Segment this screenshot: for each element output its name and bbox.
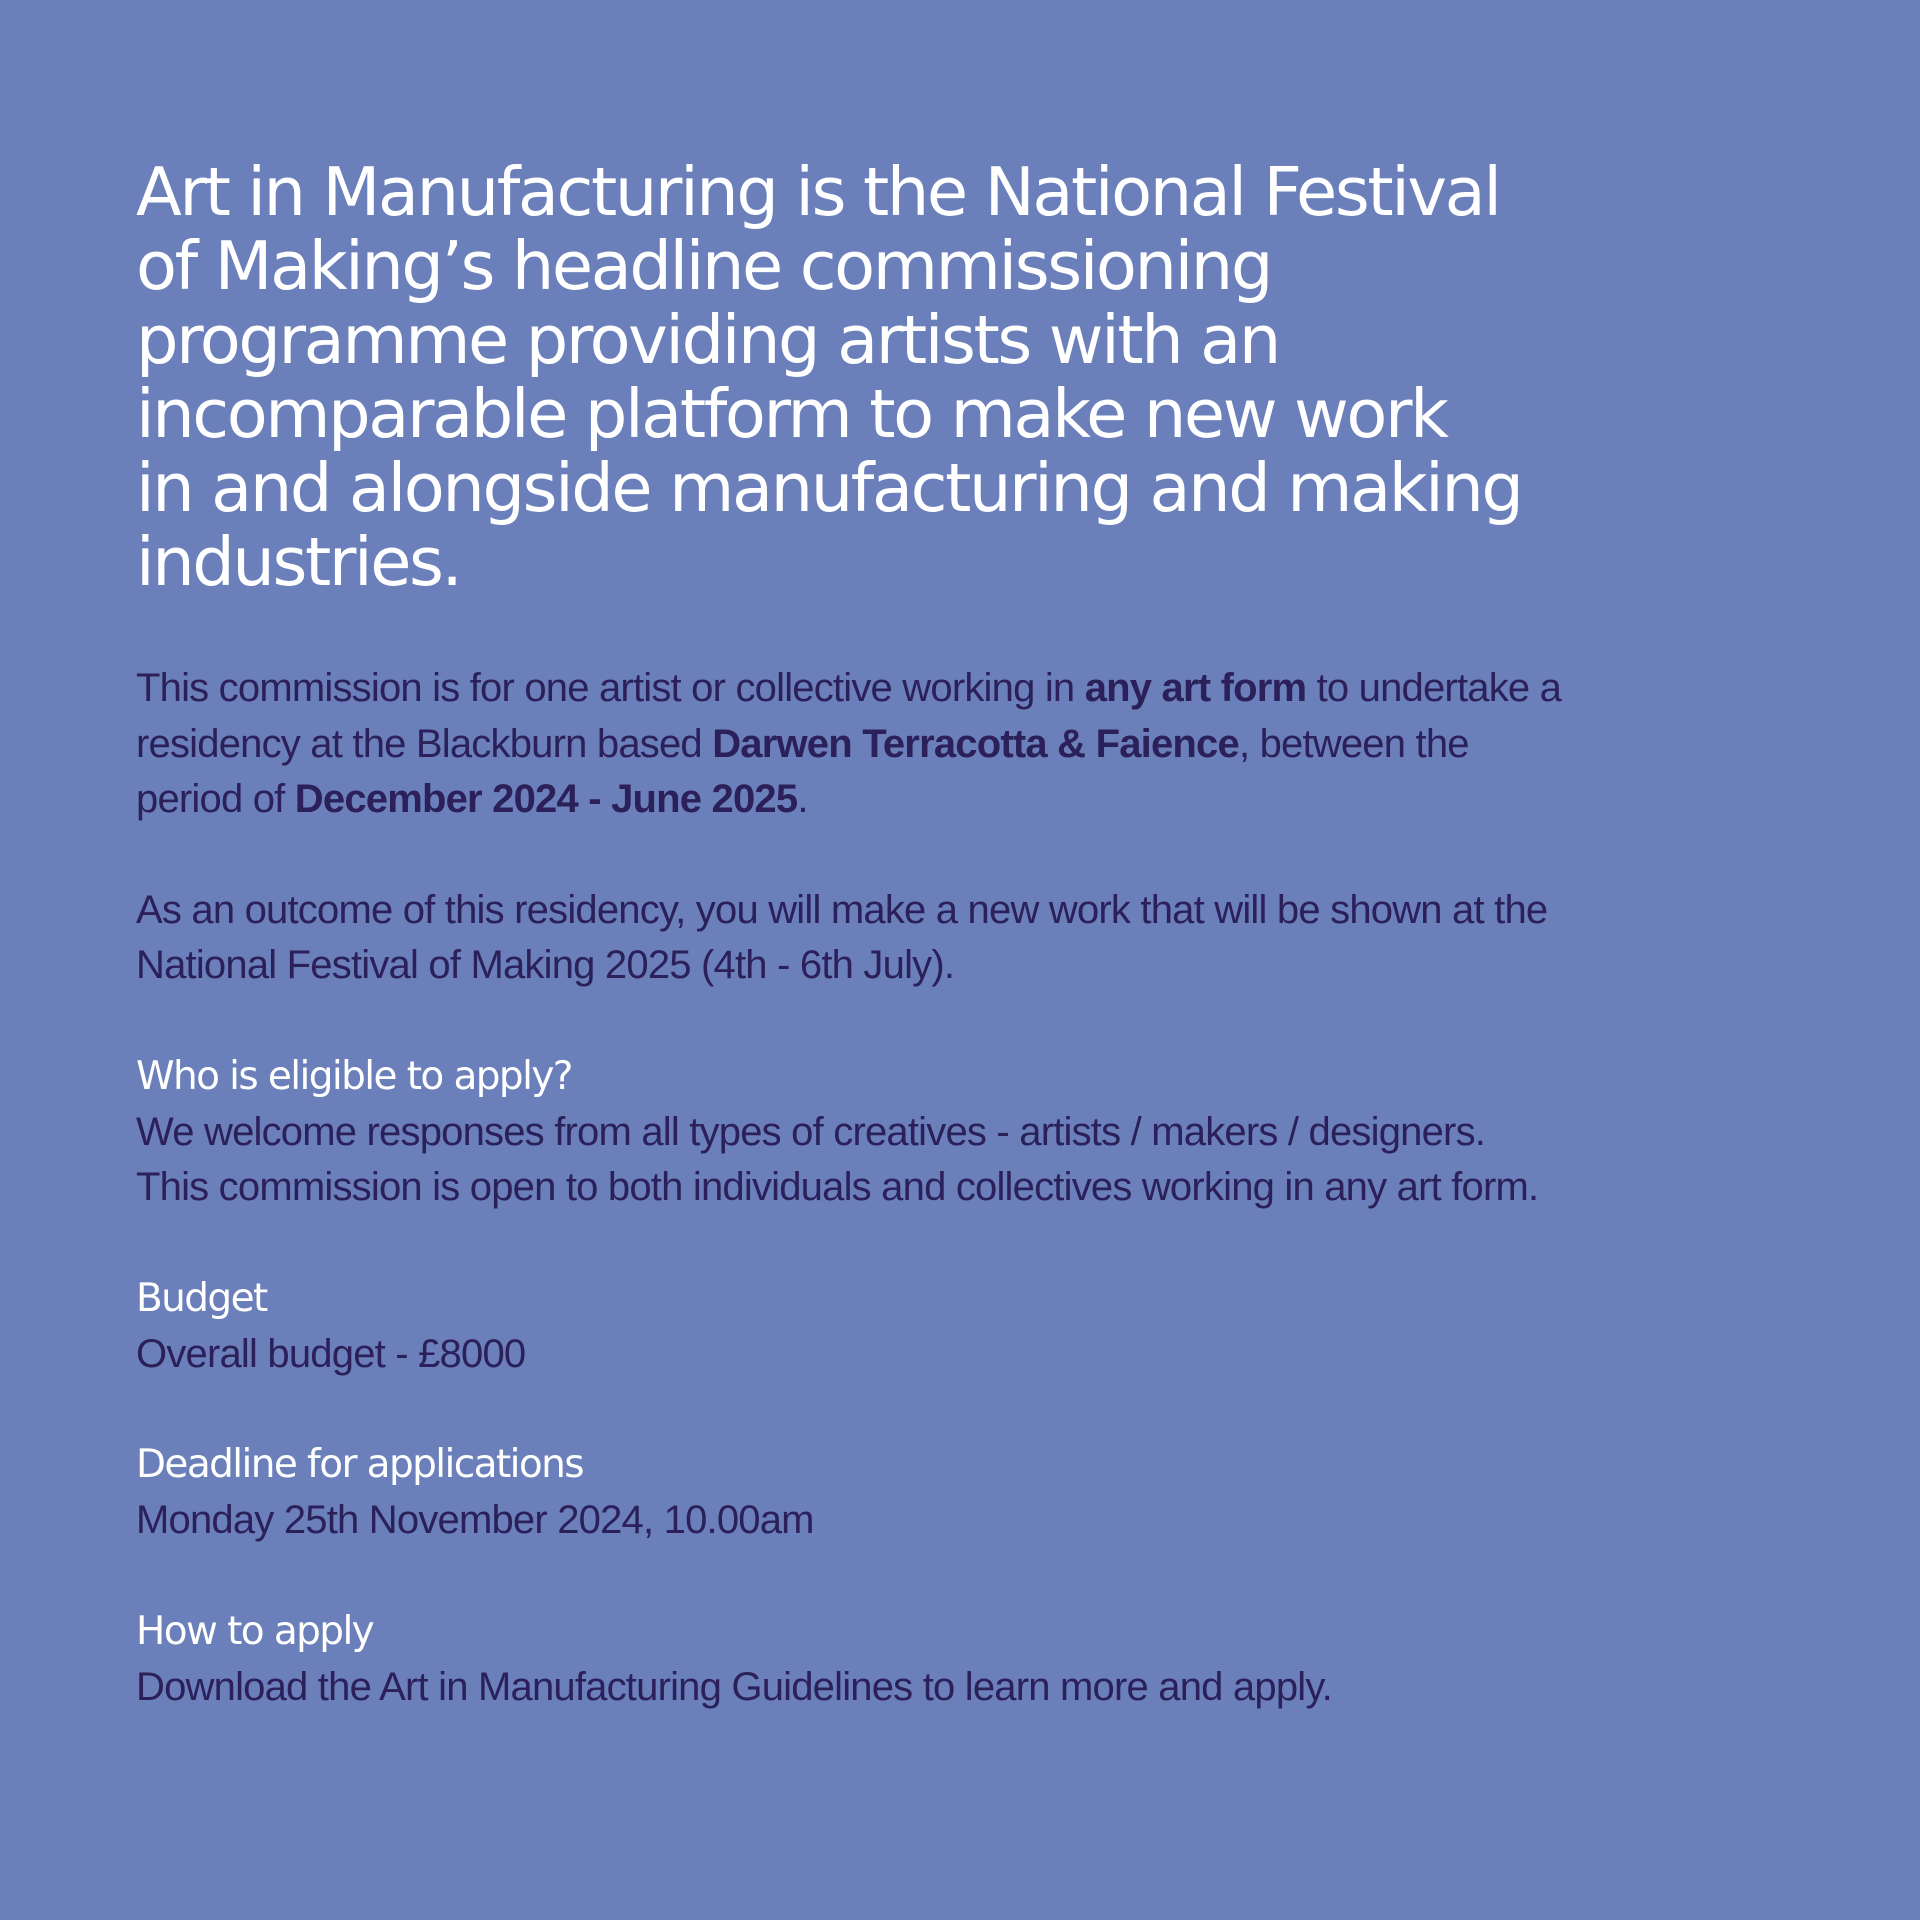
section-heading: Deadline for applications bbox=[136, 1442, 583, 1487]
headline-line: industries. bbox=[136, 523, 461, 601]
section-line: This commission is open to both individuals and collectives working in any art form. bbox=[136, 1165, 1539, 1209]
headline-line: of Making’s headline commissioning bbox=[136, 227, 1271, 305]
how-to-apply-section bbox=[136, 1604, 1820, 1716]
art-form-emphasis: any art form bbox=[1084, 666, 1307, 710]
intro-line: period of December 2024 - June 2025. bbox=[136, 777, 808, 821]
headline bbox=[136, 155, 1816, 599]
headline-line: Art in Manufacturing is the National Festival bbox=[136, 153, 1500, 231]
section-heading: Budget bbox=[136, 1275, 267, 1321]
intro-paragraph bbox=[136, 661, 1820, 828]
venue-emphasis: Darwen Terracotta & Faience bbox=[712, 721, 1239, 766]
section-line: We welcome responses from all types of creatives - artists / makers / designers. bbox=[136, 1109, 1486, 1154]
intro-line: residency at the Blackburn based Darwen Terracotta & Faience, between the bbox=[136, 721, 1469, 766]
deadline-section bbox=[136, 1437, 1820, 1549]
intro-line: This commission is for one artist or collective working in any art form to undertake a bbox=[136, 666, 1562, 710]
section-line: Monday 25th November 2024, 10.00am bbox=[136, 1498, 814, 1542]
outcome-paragraph bbox=[136, 883, 1820, 994]
section-line: Download the Art in Manufacturing Guidelines to learn more and apply. bbox=[136, 1664, 1332, 1709]
headline-line: in and alongside manufacturing and making bbox=[136, 449, 1522, 527]
headline-line: incomparable platform to make new work bbox=[136, 375, 1447, 453]
headline-line: programme providing artists with an bbox=[136, 301, 1279, 379]
section-line: Overall budget - £8000 bbox=[136, 1331, 526, 1376]
period-emphasis: December 2024 - June 2025 bbox=[294, 777, 798, 821]
section-heading: How to apply bbox=[136, 1608, 374, 1654]
outcome-line: National Festival of Making 2025 (4th - 6th July). bbox=[136, 943, 955, 987]
eligibility-section bbox=[136, 1049, 1820, 1216]
budget-section bbox=[136, 1271, 1820, 1383]
section-heading: Who is eligible to apply? bbox=[136, 1053, 572, 1099]
outcome-line: As an outcome of this residency, you will make a new work that will be shown at the bbox=[136, 887, 1548, 932]
